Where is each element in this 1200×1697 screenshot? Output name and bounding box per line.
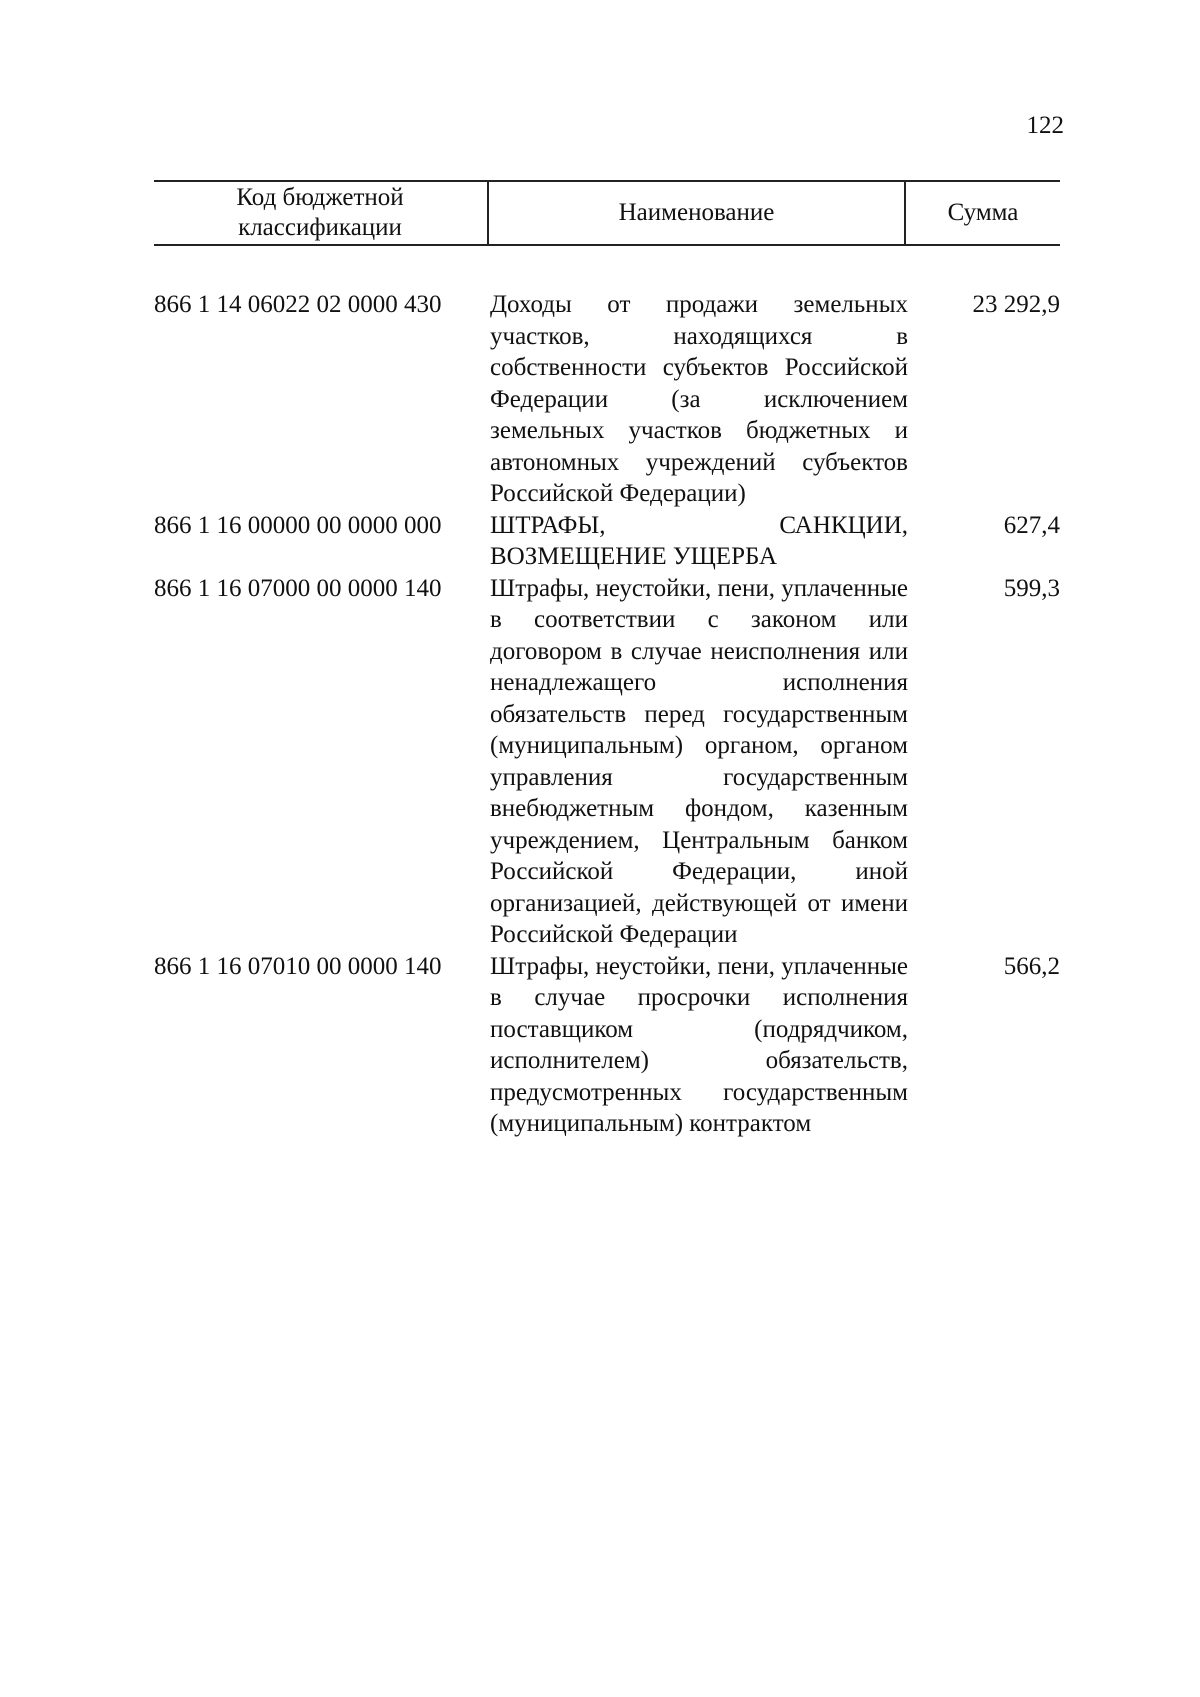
- row-name: ШТРАФЫ, САНКЦИИ, ВОЗМЕЩЕНИЕ УЩЕРБА: [490, 511, 908, 570]
- row-name: Штрафы, неустойки, пени, уплаченные в случае просрочки исполнения поставщиком (подрядчиком, исполнителем) обязательств, предусмотренных государственным (муниципальным) контрактом: [490, 952, 908, 1137]
- row-code: 866 1 16 07000 00 0000 140: [154, 574, 442, 602]
- row-code: 866 1 14 06022 02 0000 430: [154, 291, 442, 318]
- table-header: [154, 180, 1060, 246]
- table-row: [154, 951, 1060, 1140]
- row-sum: 23 292,9: [972, 291, 1060, 318]
- row-name: Штрафы, неустойки, пени, уплаченные в соответствии с законом или договором в случае неисполнения или ненадлежащего исполнения обязательств перед государственным (муниципальным) органом, органом управления государственным внебюджетным фондом, казенным учреждением, Центральным банком Российской Федерации, иной организацией, действующей от имени Российской Федерации: [490, 574, 908, 948]
- row-sum: 599,3: [1003, 574, 1060, 602]
- page-number: 122: [1026, 112, 1064, 139]
- header-name: Наименование: [487, 182, 906, 244]
- row-name: Доходы от продажи земельных участков, находящихся в собственности субъектов Российской Федерации (за исключением земельных участков бюджетных и автономных учреждений субъектов Российской Федерации): [490, 291, 908, 507]
- row-sum: 566,2: [1003, 952, 1060, 980]
- table-row: [154, 510, 1060, 573]
- header-code: Код бюджетной классификации: [236, 184, 404, 241]
- row-code: 866 1 16 00000 00 0000 000: [154, 511, 442, 539]
- table-body: [154, 289, 1060, 1140]
- table-row: [154, 573, 1060, 951]
- header-sum: Сумма: [947, 199, 1019, 226]
- table-row: [154, 289, 1060, 510]
- row-sum: 627,4: [1003, 511, 1060, 539]
- row-code: 866 1 16 07010 00 0000 140: [154, 952, 442, 980]
